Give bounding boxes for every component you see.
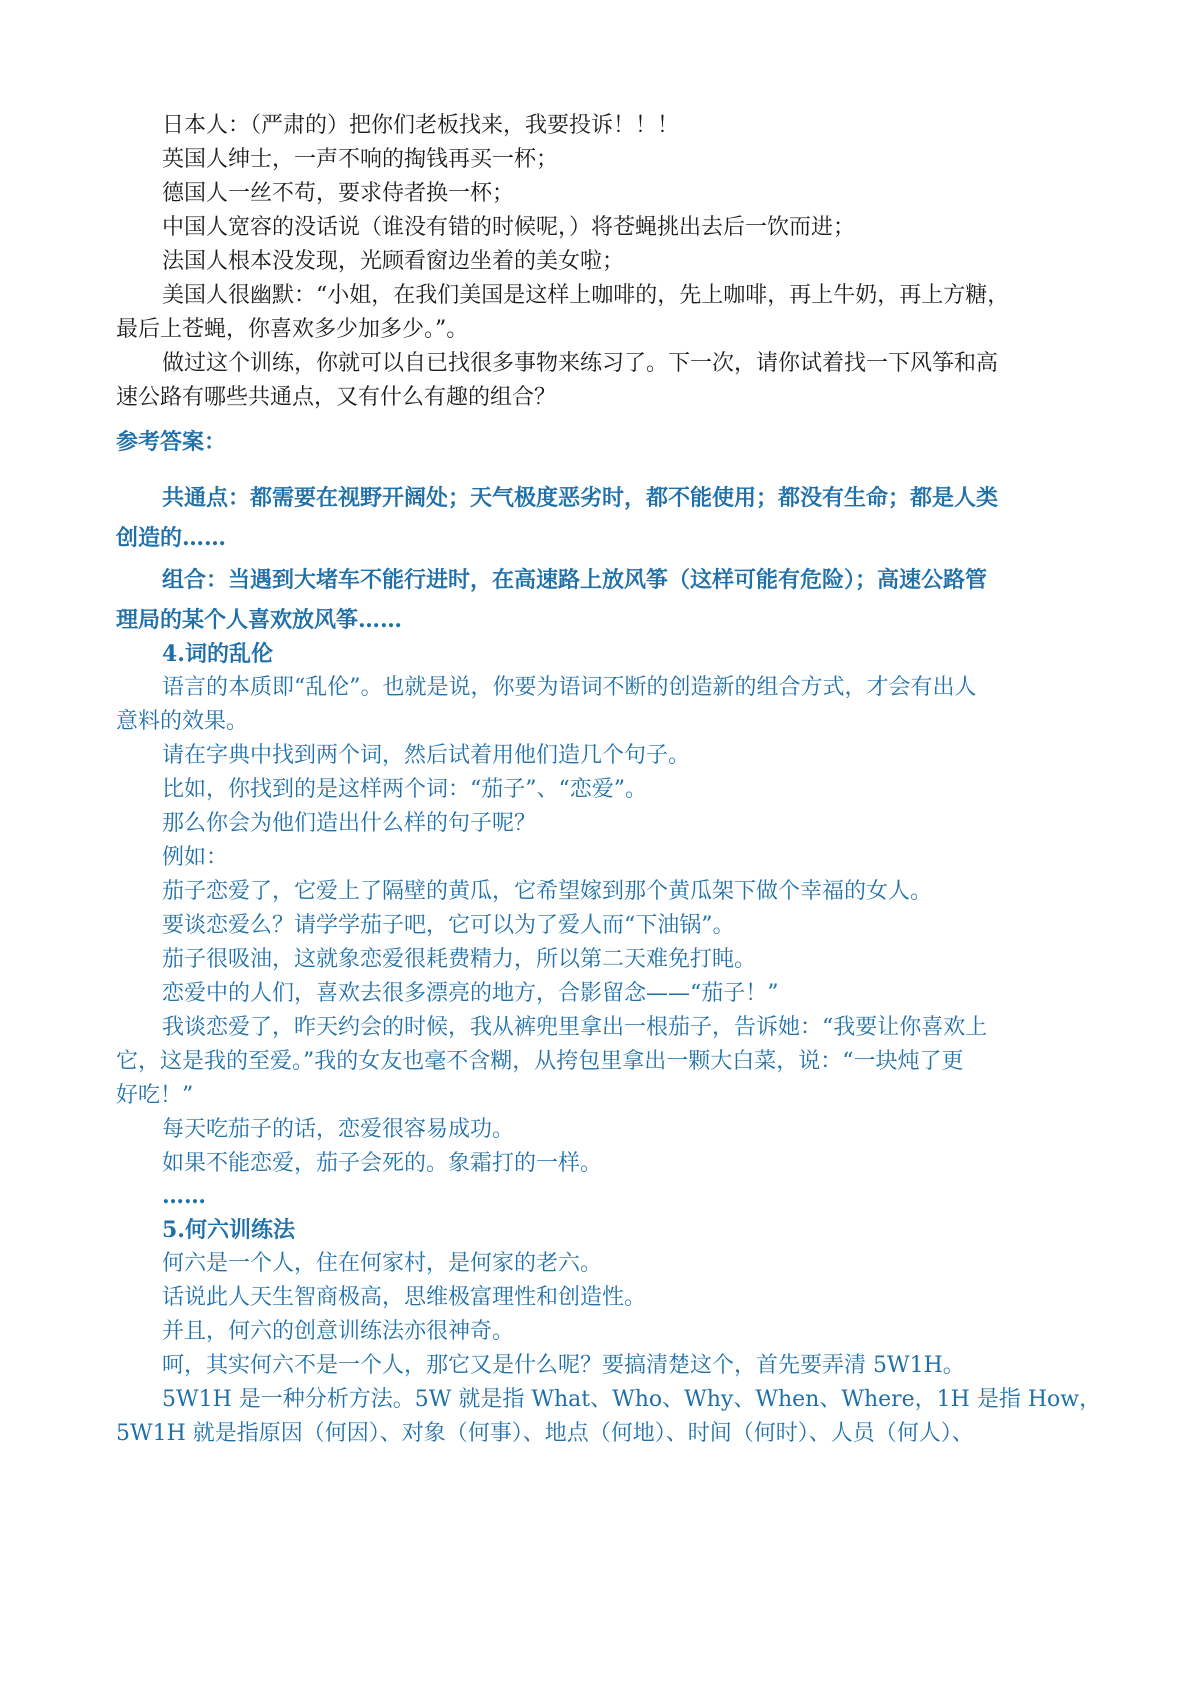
story-line: 中国人宽容的没话说（谁没有错的时候呢，）将苍蝇挑出去后一饮而进； xyxy=(162,215,856,240)
story-line: 德国人一丝不苟，要求侍者换一杯； xyxy=(162,181,515,206)
body-line: 例如： xyxy=(162,845,229,870)
body-line: 那么你会为他们造出什么样的句子呢？ xyxy=(162,811,537,836)
body-line: 茄子恋爱了，它爱上了隔壁的黄瓜，它希望嫁到那个黄瓜架下做个幸福的女人。 xyxy=(162,879,933,904)
body-line: 5W1H 就是指原因（何因）、对象（何事）、地点（何地）、时间（何时）、人员（何人）、 xyxy=(116,1421,974,1446)
section-heading: 4.词的乱伦 xyxy=(162,641,273,667)
body-line: 如果不能恋爱，茄子会死的。象霜打的一样。 xyxy=(162,1151,603,1176)
body-line: 茄子很吸油，这就象恋爱很耗费精力，所以第二天难免打盹。 xyxy=(162,947,757,972)
story-line: 英国人绅士，一声不响的掏钱再买一杯； xyxy=(162,147,559,172)
body-line: 我谈恋爱了，昨天约会的时候，我从裤兜里拿出一根茄子，告诉她：“我要让你喜欢上 xyxy=(162,1015,988,1040)
body-line: 语言的本质即“乱伦”。也就是说，你要为语词不断的创造新的组合方式，才会有出人 xyxy=(162,675,977,700)
story-line: 做过这个训练，你就可以自已找很多事物来练习了。下一次，请你试着找一下风筝和高 xyxy=(162,351,999,376)
story-line: 最后上苍蝇，你喜欢多少加多少。”。 xyxy=(116,317,469,342)
body-line: 意料的效果。 xyxy=(116,709,249,734)
section-heading: 5.何六训练法 xyxy=(162,1217,295,1243)
answer-title: 参考答案： xyxy=(116,429,227,455)
story-line: 日本人：（严肃的）把你们老板找来，我要投诉！！！ xyxy=(162,113,680,138)
body-line: 好吃！” xyxy=(116,1083,194,1108)
body-line: 何六是一个人，住在何家村，是何家的老六。 xyxy=(162,1251,603,1276)
body-line: 并且，何六的创意训练法亦很神奇。 xyxy=(162,1319,515,1344)
answer-line: 理局的某个人喜欢放风筝…… xyxy=(116,607,403,633)
body-line: 5W1H 是一种分析方法。5W 就是指 What、Who、Why、When、Where，1H 是指 How， xyxy=(162,1387,1102,1412)
body-line: 话说此人天生智商极高，思维极富理性和创造性。 xyxy=(162,1285,647,1310)
story-line: 速公路有哪些共通点，又有什么有趣的组合？ xyxy=(116,385,557,410)
body-line: 要谈恋爱么？请学学茄子吧，它可以为了爱人而“下油锅”。 xyxy=(162,913,735,938)
body-line: 比如，你找到的是这样两个词：“茄子”、“恋爱”。 xyxy=(162,777,647,802)
answer-line: 组合：当遇到大堵车不能行进时，在高速路上放风筝（这样可能有危险）；高速公路管 xyxy=(162,567,988,593)
story-line: 法国人根本没发现，光顾看窗边坐着的美女啦； xyxy=(162,249,625,274)
body-line: 呵，其实何六不是一个人，那它又是什么呢？要搞清楚这个，首先要弄清 5W1H。 xyxy=(162,1353,965,1378)
answer-line: 创造的…… xyxy=(116,525,227,551)
body-line: 每天吃茄子的话，恋爱很容易成功。 xyxy=(162,1117,515,1142)
body-line: 它，这是我的至爱。”我的女友也毫不含糊，从挎包里拿出一颗大白菜，说：“一块炖了更 xyxy=(116,1049,964,1074)
story-line: 美国人很幽默：“小姐，在我们美国是这样上咖啡的，先上咖啡，再上牛奶，再上方糖， xyxy=(162,283,1010,308)
body-line: 恋爱中的人们，喜欢去很多漂亮的地方，合影留念——“茄子！” xyxy=(162,981,779,1006)
ellipsis-line: …… xyxy=(162,1183,206,1209)
body-line: 请在字典中找到两个词，然后试着用他们造几个句子。 xyxy=(162,743,691,768)
answer-line: 共通点：都需要在视野开阔处；天气极度恶劣时，都不能使用；都没有生命；都是人类 xyxy=(162,485,999,511)
